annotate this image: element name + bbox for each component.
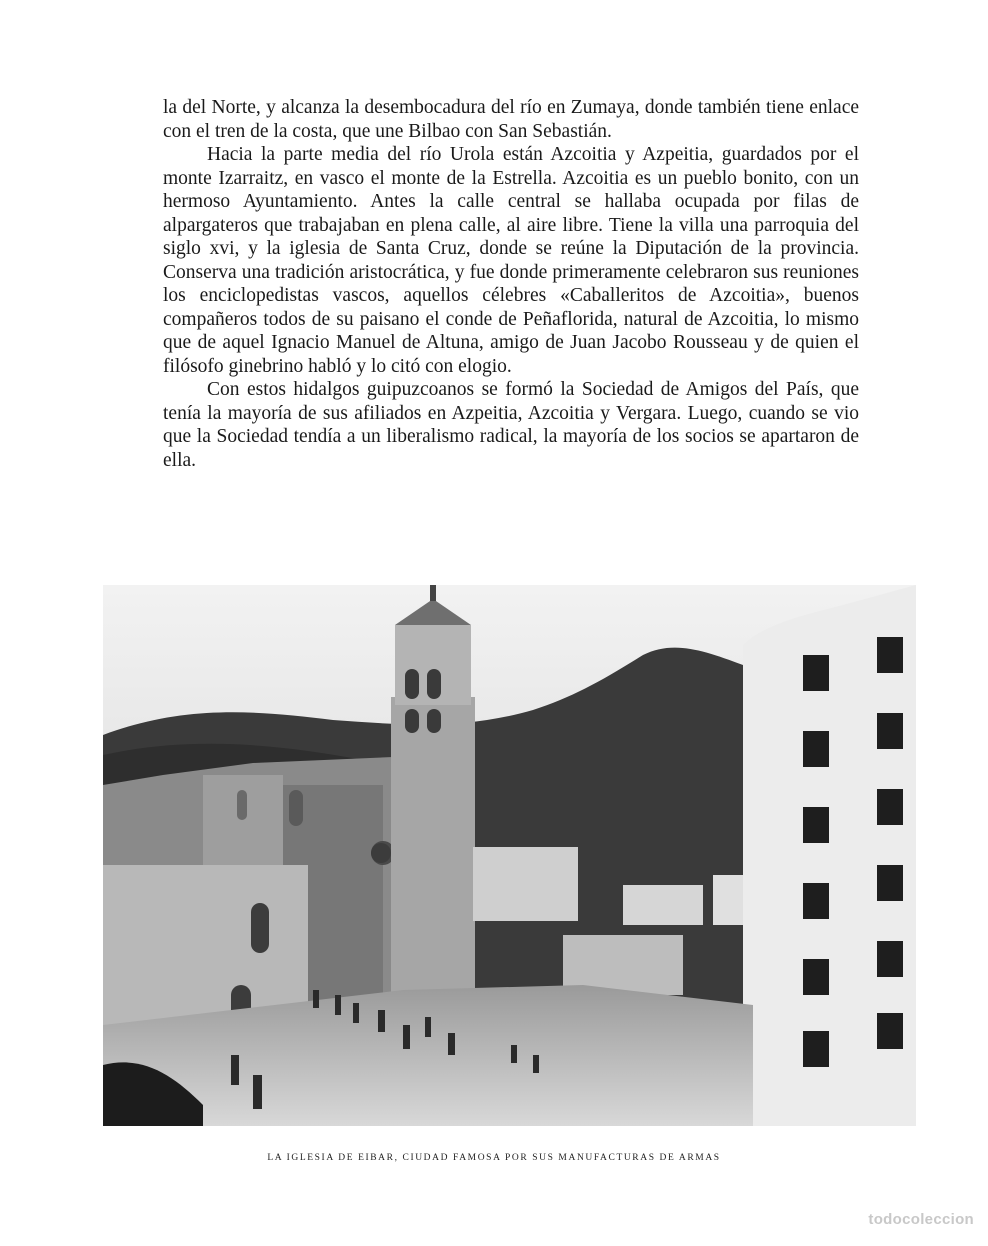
bell-tower	[391, 697, 475, 997]
left-building	[103, 865, 308, 1025]
paragraph-1: la del Norte, y alcanza la desembocadura del río en Zumaya, donde también tiene enlace con el tren de la costa, que une Bilbao con San Sebastián.	[163, 97, 859, 142]
midground-building	[473, 847, 578, 921]
church-photograph	[103, 585, 916, 1126]
paragraph-3: Con estos hidalgos guipuzcoanos se formó la Sociedad de Amigos del País, que tenía la mayoría de sus afiliados en Azpeitia, Azcoitia y Vergara. Luego, cuando se vio que la Sociedad tendía a un liberalismo radical, la mayoría de los socios se apartaron de ella.	[163, 379, 859, 471]
paragraph-2: Hacia la parte media del río Urola están Azcoitia y Azpeitia, guardados por el monte Izarraitz, en vasco el monte de la Estrella. Azcoitia es un pueblo bonito, con un hermoso Ayuntamiento. Antes la calle central se hallaba ocupada por filas de alpargateros que trabajaban en plena calle, al aire libre. Tiene la villa una parroquia del siglo xvi, y la iglesia de Santa Cruz, donde se reúne la Diputación de la provincia. Conserva una tradición aristocrática, y fue donde primeramente celebraron sus reuniones los enciclopedistas vascos, aquellos célebres «Caballeritos de Azcoitia», buenos compañeros todos de su paisano el conde de Peñaflorida, natural de Azcoitia, lo mismo que de aquel Ignacio Manuel de Altuna, amigo de Juan Jacobo Rousseau y de quien el filósofo ginebrino habló y lo citó con elogio.	[163, 144, 859, 377]
body-text	[163, 96, 859, 472]
photo-caption: LA IGLESIA DE EIBAR, CIUDAD FAMOSA POR SUS MANUFACTURAS DE ARMAS	[267, 1153, 721, 1163]
photo-illustration	[103, 585, 916, 1126]
watermark: todocoleccion	[868, 1211, 974, 1228]
